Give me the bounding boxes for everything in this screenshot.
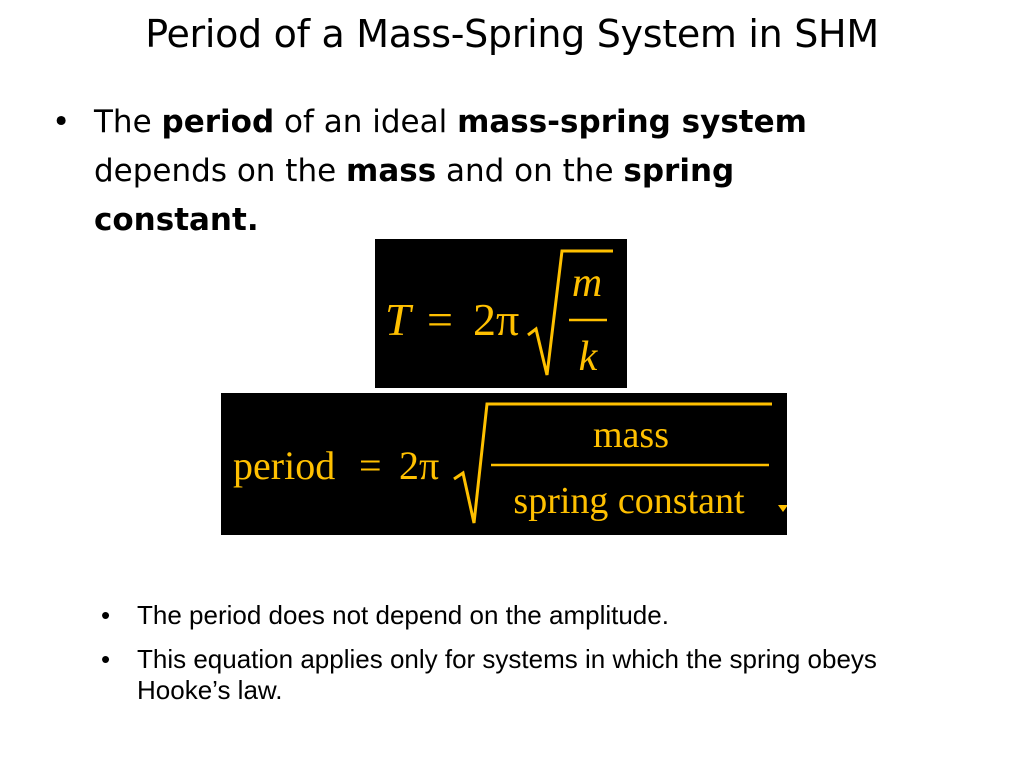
text-run: The	[94, 104, 162, 140]
sub-bullet-list	[97, 600, 937, 719]
eq-coefficient: 2π	[473, 294, 520, 345]
bullet-marker: •	[101, 600, 111, 630]
eq-equals: =	[359, 443, 382, 488]
equation-symbolic-svg	[375, 239, 627, 388]
equation-words-box	[221, 393, 787, 535]
text-run: depends on the	[94, 153, 347, 189]
eq-equals: =	[427, 294, 453, 345]
eq-lhs: T	[385, 294, 411, 345]
keyword-spring-constant: spring constant.	[94, 153, 735, 238]
text-run: of an ideal	[274, 104, 458, 140]
keyword-period: period	[161, 104, 275, 140]
equation-symbolic-box	[375, 239, 627, 388]
bullet-marker: •	[101, 644, 111, 674]
eq-denominator: k	[578, 334, 598, 380]
slide-title: Period of a Mass-Spring System in SHM	[145, 12, 879, 56]
sub-bullet-item	[97, 600, 937, 631]
eq-coefficient: 2π	[399, 443, 440, 488]
small-dropdown-marker-icon	[778, 505, 787, 512]
eq-numerator: m	[571, 260, 603, 306]
equation-words-svg	[221, 393, 787, 535]
bullet-marker: •	[52, 104, 71, 140]
eq-denominator: spring constant	[513, 480, 745, 522]
sub-bullet-text: The period does not depend on the amplitude.	[137, 600, 669, 630]
keyword-mass-spring-system: mass-spring system	[457, 104, 807, 140]
eq-lhs: period	[233, 443, 336, 488]
sub-bullet-text: This equation applies only for systems in which the spring obeys Hooke’s law.	[137, 644, 877, 705]
keyword-mass: mass	[346, 153, 437, 189]
sub-bullet-item	[97, 644, 937, 706]
text-run: and on the	[436, 153, 624, 189]
main-bullet-text	[52, 98, 902, 245]
eq-numerator: mass	[593, 414, 669, 456]
main-bullet	[52, 98, 902, 245]
